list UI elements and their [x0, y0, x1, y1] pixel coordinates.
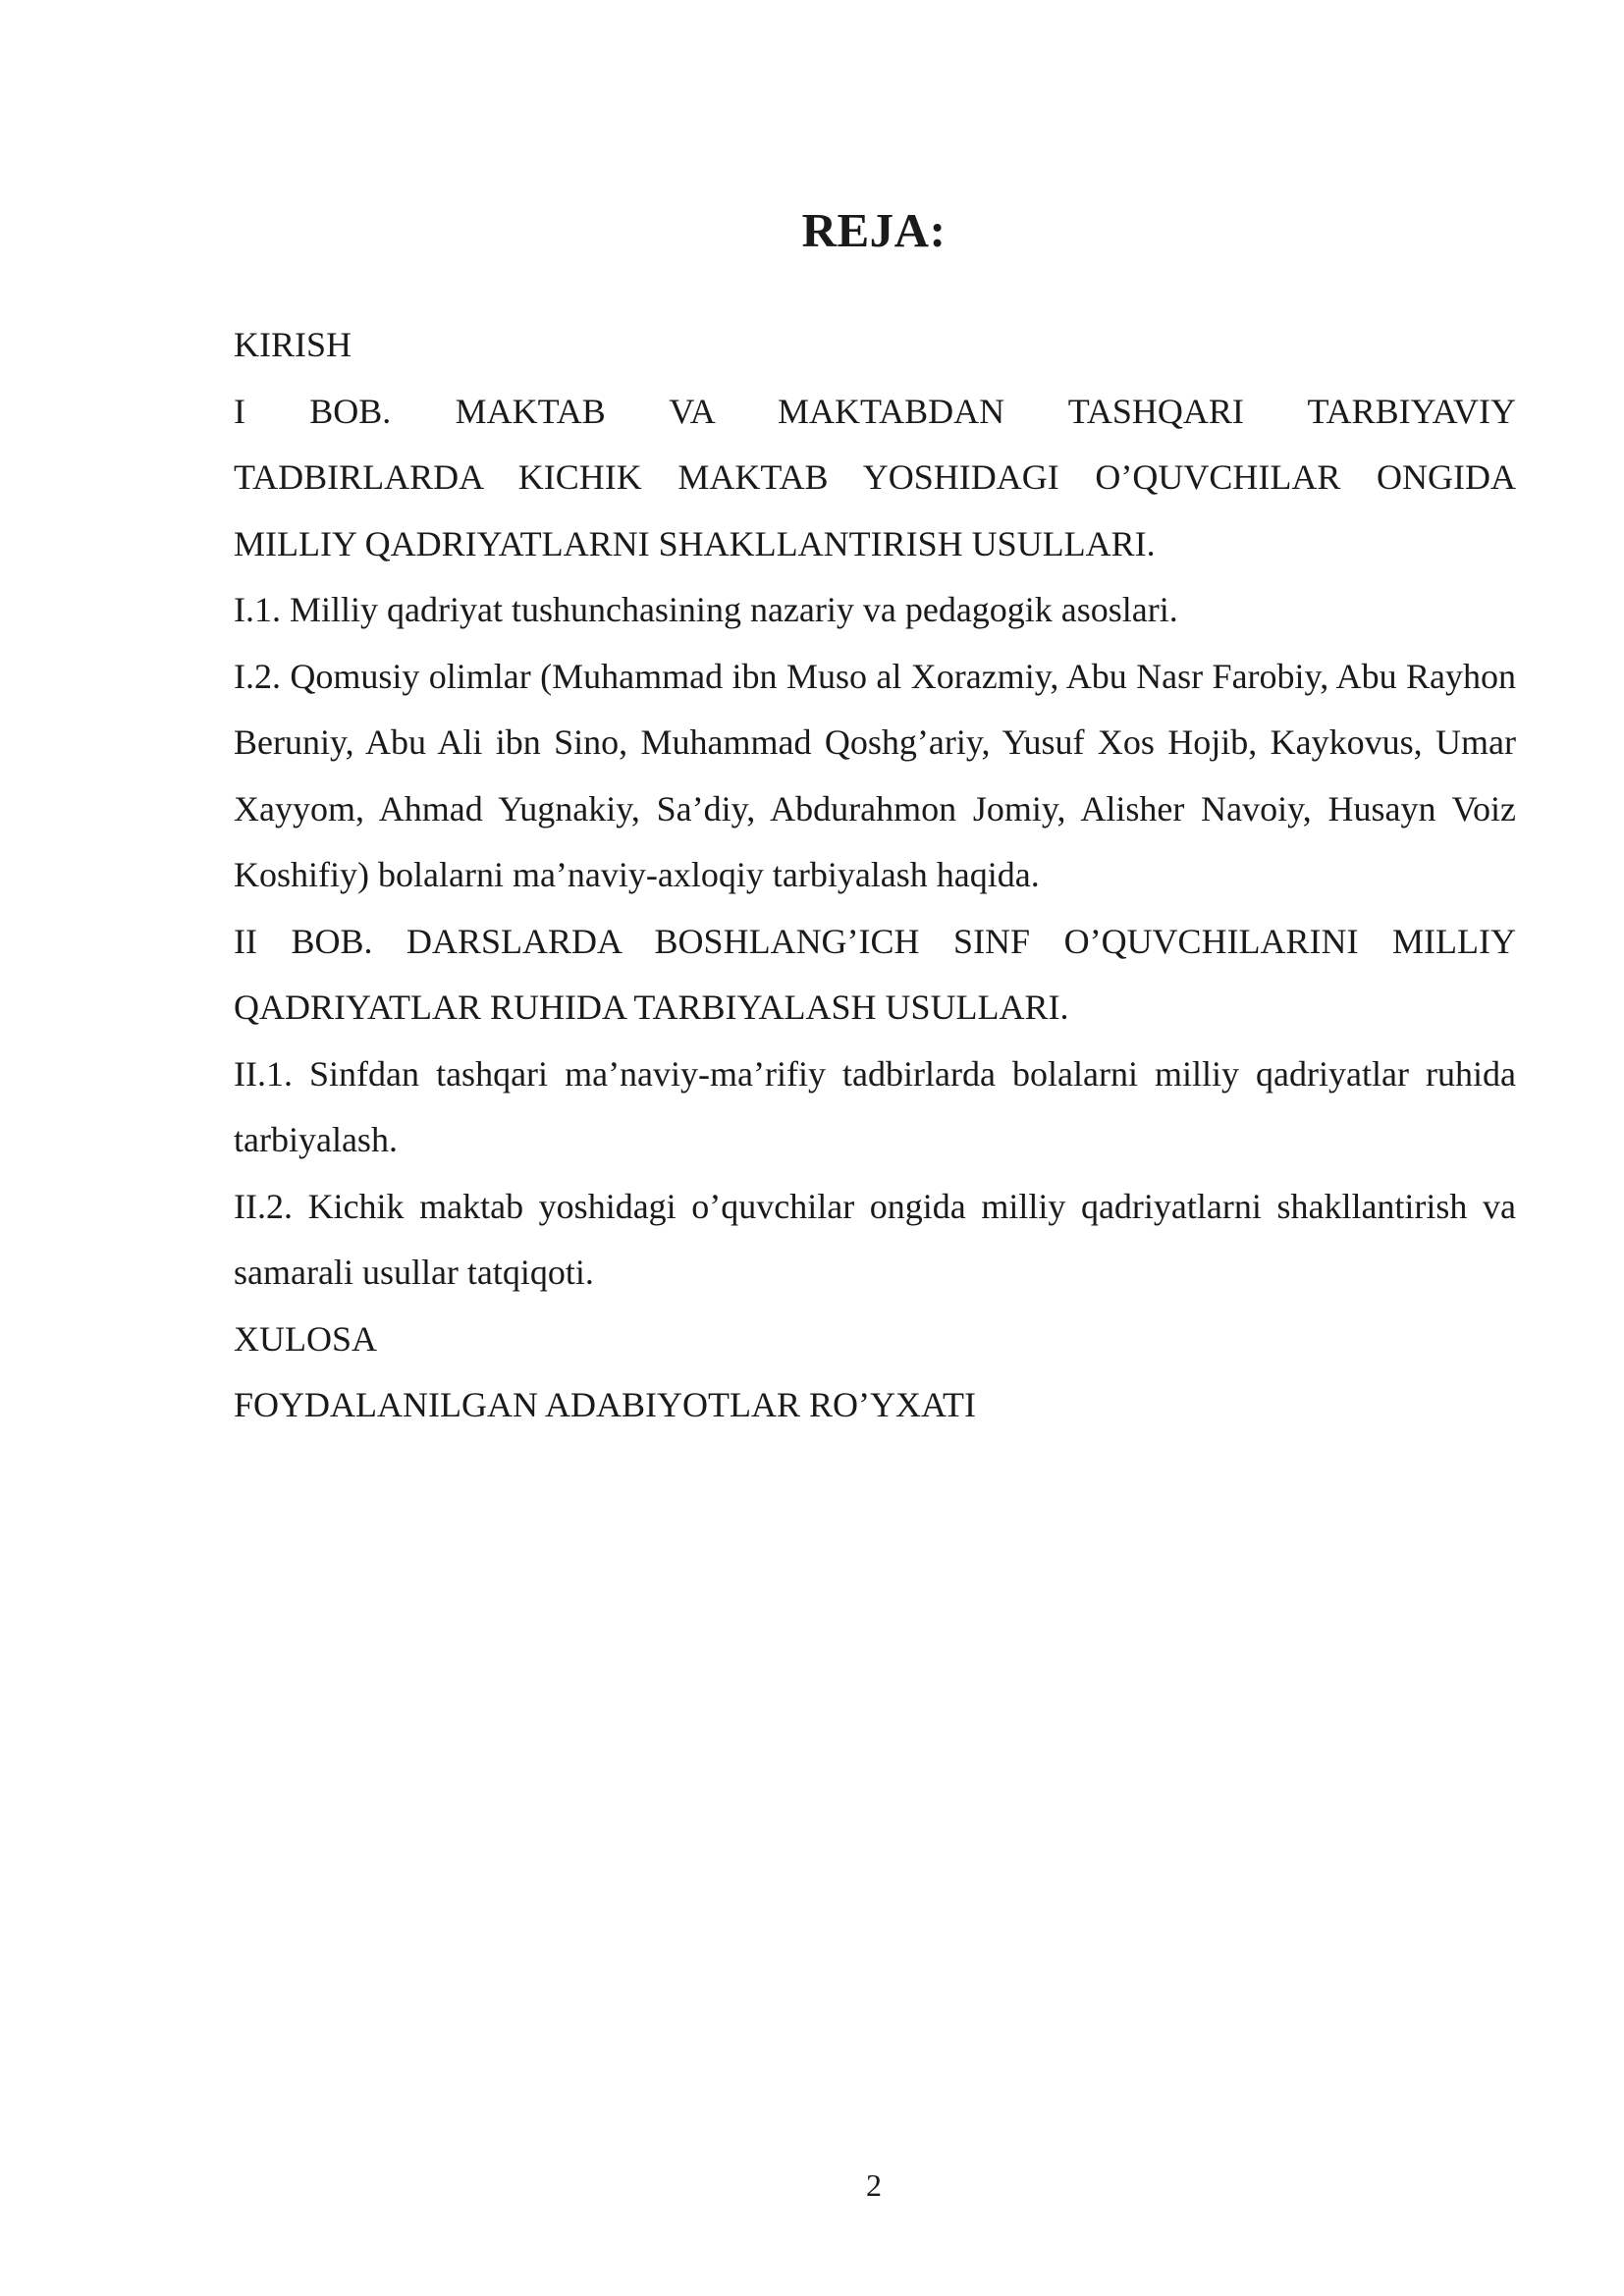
plan-list — [234, 312, 1516, 1439]
plan-entry-section-2-1: II.1. Sinfdan tashqari ma’naviy-ma’rifiy tadbirlarda bolalarni milliy qadriyatlar ruhida tarbiyalash. — [234, 1053, 1516, 1159]
plan-entry-conclusion: XULOSA — [234, 1318, 378, 1359]
plan-entry-section-2-2: II.2. Kichik maktab yoshidagi o’quvchilar ongida milliy qadriyatlarni shakllantirish va samarali usullar tatqiqoti. — [234, 1186, 1516, 1292]
plan-entry-references: FOYDALANILGAN ADABIYOTLAR RO’YXATI — [234, 1385, 976, 1424]
plan-entry-introduction: KIRISH — [234, 325, 352, 364]
page-number: 2 — [866, 2167, 882, 2203]
plan-entry-chapter-2: II BOB. DARSLARDA BOSHLANG’ICH SINF O’QUVCHILARINI MILLIY QADRIYATLAR RUHIDA TARBIYALASH USULLARI. — [234, 921, 1516, 1027]
plan-entry-chapter-1-line-2: TADBIRLARDA KICHIK MAKTAB YOSHIDAGI O’QUVCHILAR ONGIDA — [234, 457, 1516, 497]
plan-entry-section-1-2: I.2. Qomusiy olimlar (Muhammad ibn Muso al Xorazmiy, Abu Nasr Farobiy, Abu Rayhon Beruniy, Abu Ali ibn Sino, Muhammad Qoshg’ariy, Yusuf Xos Hojib, Kaykovus, Umar Xayyom, Ahmad Yugnakiy, Sa’diy, Abdurahmon Jomiy, Alisher Navoiy, Husayn Voiz Koshifiy) bolalarni ma’naviy-axloqiy tarbiyalash haqida. — [234, 656, 1516, 894]
plan-entry-chapter-1-line-1: I BOB. MAKTAB VA MAKTABDAN TASHQARI TARBIYAVIY — [234, 391, 1516, 431]
plan-entry-section-1-1: I.1. Milliy qadriyat tushunchasining nazariy va pedagogik asoslari. — [234, 590, 1178, 629]
page-title: REJA: — [801, 203, 947, 257]
plan-entry-chapter-1-line-3: MILLIY QADRIYATLARNI SHAKLLANTIRISH USULLARI. — [234, 523, 1156, 563]
